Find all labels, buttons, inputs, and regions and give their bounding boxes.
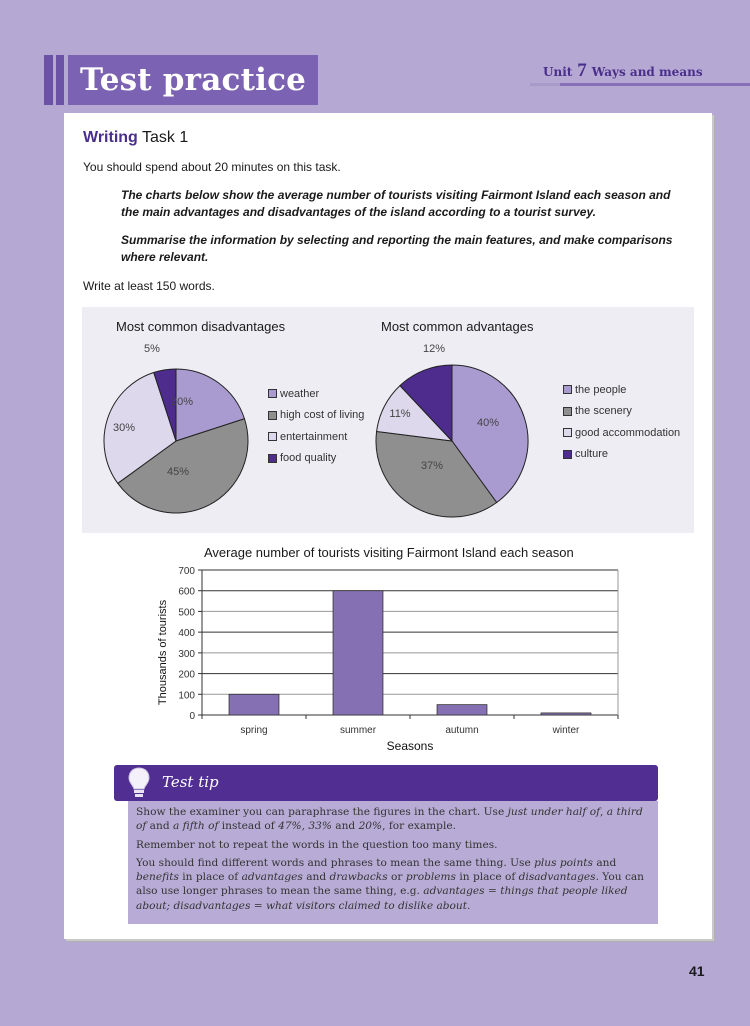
page-title: Test practice <box>80 62 307 98</box>
task-intro: You should spend about 20 minutes on this task. <box>83 160 341 174</box>
pie-charts-panel <box>82 307 694 533</box>
pie-data-label: 30% <box>112 422 136 434</box>
legend-item <box>268 448 364 470</box>
legend-label: weather <box>280 387 320 400</box>
prompt-paragraph-1: The charts below show the average number of tourists visiting Fairmont Island each season and the main advantages and disadvantages of the island according to a tourist survey. <box>121 188 671 219</box>
test-tip-header <box>114 765 658 801</box>
bar-chart-svg <box>152 563 622 763</box>
title-stripe <box>56 55 64 105</box>
legend-item <box>563 401 680 423</box>
legend-item <box>563 422 680 444</box>
task-heading-rest: Task 1 <box>137 129 189 146</box>
legend-label: food quality <box>280 452 337 465</box>
legend-swatch <box>563 385 572 394</box>
legend-swatch <box>268 389 277 398</box>
legend-swatch <box>563 407 572 416</box>
y-axis-label: Thousands of tourists <box>157 599 169 706</box>
legend-item <box>563 379 680 401</box>
y-tick-label: 700 <box>178 566 195 577</box>
title-box <box>68 55 318 105</box>
page-content <box>64 113 712 939</box>
unit-title: Ways and means <box>591 65 703 79</box>
bar-chart-title: Average number of tourists visiting Fairmont Island each season <box>204 545 574 560</box>
bar-summer <box>333 591 383 715</box>
x-tick-label: autumn <box>445 725 479 736</box>
pie-title-disadvantages: Most common disadvantages <box>116 319 286 334</box>
legend-advantages <box>563 379 680 465</box>
x-tick-label: summer <box>339 725 377 736</box>
title-banner <box>44 55 318 105</box>
legend-swatch <box>268 411 277 420</box>
unit-divider <box>530 83 750 86</box>
pie-data-label: 20% <box>170 396 194 408</box>
legend-swatch <box>268 454 277 463</box>
y-tick-label: 0 <box>189 711 195 722</box>
title-stripe <box>44 55 53 105</box>
y-tick-label: 100 <box>178 690 195 702</box>
legend-swatch <box>563 428 572 437</box>
tip-paragraph-3: You should find different words and phrases to mean the same thing. Use plus points and benefits in place of advantages and drawbacks or problems in place of disadvantages. You can also use longer phrases to mean the same thing, e.g. advantages = things that people liked about; disadvantages = what visitors claimed to dislike about. <box>136 856 645 912</box>
task-heading-bold: Writing <box>83 129 138 146</box>
task-prompt <box>121 187 691 277</box>
legend-label: the scenery <box>575 405 632 418</box>
legend-item <box>268 405 364 427</box>
lightbulb-icon <box>128 767 150 799</box>
x-tick-label: winter <box>552 725 580 736</box>
bar-spring <box>229 694 279 715</box>
legend-item <box>563 444 680 466</box>
legend-label: entertainment <box>280 430 348 443</box>
legend-disadvantages <box>268 383 364 469</box>
legend-label: high cost of living <box>280 409 365 422</box>
y-tick-label: 300 <box>178 648 195 660</box>
legend-label: culture <box>575 448 609 461</box>
page-number: 41 <box>689 963 705 979</box>
task-heading <box>83 129 188 147</box>
legend-label: good accommodation <box>575 426 681 439</box>
tip-paragraph-2: Remember not to repeat the words in the question too many times. <box>136 838 498 851</box>
test-tip-body <box>128 801 658 924</box>
y-tick-label: 200 <box>178 669 195 681</box>
bar-autumn <box>437 705 487 715</box>
legend-swatch <box>268 432 277 441</box>
pie-data-label: 45% <box>166 466 190 478</box>
unit-header <box>543 60 703 82</box>
legend-item <box>268 426 364 448</box>
pie-data-label: 11% <box>389 408 411 420</box>
unit-label: Unit <box>543 65 573 79</box>
unit-number: 7 <box>577 60 587 81</box>
legend-label: the people <box>575 383 627 396</box>
test-tip-title: Test tip <box>162 773 219 791</box>
tip-paragraph-1: Show the examiner you can paraphrase the figures in the chart. Use just under half of, a third of and a fifth of instead of 47%, 33% and 20%, for example. <box>136 806 643 833</box>
pie-data-label: 40% <box>476 417 500 429</box>
pie-data-label: 5% <box>144 343 160 355</box>
prompt-paragraph-2: Summarise the information by selecting and reporting the main features, and make comparisons where relevant. <box>121 233 673 264</box>
legend-swatch <box>563 450 572 459</box>
pie-data-label: 37% <box>420 460 444 472</box>
pie-data-label: 12% <box>422 343 446 355</box>
y-tick-label: 400 <box>178 628 195 640</box>
legend-item <box>268 383 364 405</box>
pie-title-advantages: Most common advantages <box>381 319 534 334</box>
y-tick-label: 500 <box>178 607 195 619</box>
y-tick-label: 600 <box>178 586 195 598</box>
x-tick-label: spring <box>240 725 268 736</box>
word-count-instruction: Write at least 150 words. <box>83 279 215 293</box>
x-axis-label: Seasons <box>386 739 434 753</box>
bar-winter <box>541 713 591 715</box>
